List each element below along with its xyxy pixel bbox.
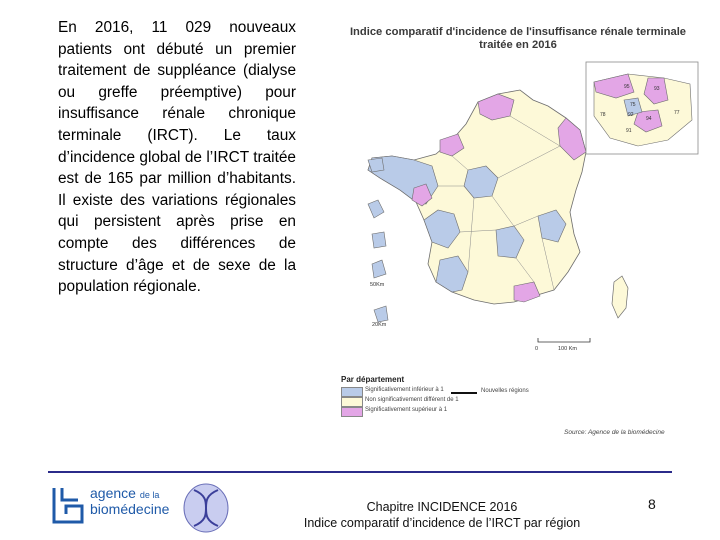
inset-label-77: 77 — [674, 110, 680, 116]
legend-swatch-below — [341, 387, 363, 397]
inset-label-78: 78 — [600, 112, 606, 118]
inset-label-75: 75 — [630, 102, 636, 108]
legend-regions-line — [451, 392, 477, 394]
legend-title: Par département — [341, 375, 405, 384]
label-50km: 50Km — [370, 282, 385, 288]
logo-line2: biomédecine — [90, 501, 170, 517]
legend-row-above — [341, 407, 681, 416]
logo-line1: agence — [90, 485, 136, 501]
agence-biomedecine-logo — [48, 478, 248, 534]
footer-line2: Indice comparatif d’incidence de l’IRCT par région — [303, 516, 581, 530]
map-panel — [328, 20, 708, 440]
overseas-5 — [374, 306, 388, 322]
footer-line1: Chapitre INCIDENCE 2016 — [366, 500, 518, 514]
map-title-line2: traitée en 2016 — [479, 38, 557, 51]
corsica — [612, 276, 628, 318]
legend-regions-label: Nouvelles régions — [481, 388, 529, 394]
map-source: Source: Agence de la biomédecine — [564, 429, 665, 436]
legend-label-not-significant: Non significativement différent de 1 — [365, 397, 459, 403]
scale-zero-label: 0 — [535, 346, 539, 352]
france-departments — [368, 90, 586, 304]
logo-wordmark — [90, 486, 169, 516]
inset-label-91: 91 — [626, 128, 632, 134]
legend — [341, 387, 681, 417]
legend-row-below — [341, 387, 681, 396]
scale-bar — [538, 338, 590, 342]
footer-caption — [282, 499, 602, 531]
overseas-2 — [368, 200, 384, 218]
dna-emblem-icon — [184, 484, 228, 532]
scale-km-label: 100 Km — [558, 346, 577, 352]
legend-swatch-not-significant — [341, 397, 363, 407]
overseas-4 — [372, 260, 386, 278]
overseas-territories — [368, 158, 388, 322]
map-title-line1: Indice comparatif d'incidence de l'insuffisance rénale terminale — [349, 26, 687, 38]
legend-row-not-significant — [341, 397, 681, 406]
map-title — [328, 26, 708, 51]
logo-line1-small: de la — [139, 490, 160, 500]
legend-label-below: Significativement inférieur à 1 — [365, 387, 444, 393]
inset-label-92: 92 — [628, 112, 634, 118]
footer-divider — [48, 471, 672, 473]
legend-label-above: Significativement supérieur à 1 — [365, 407, 448, 413]
label-20km: 20Km — [372, 322, 387, 328]
inset-label-93: 93 — [654, 86, 660, 92]
page-number: 8 — [648, 496, 656, 512]
legend-swatch-above — [341, 407, 363, 417]
overseas-3 — [372, 232, 386, 248]
idf-inset — [586, 62, 698, 154]
intro-paragraph: En 2016, 11 029 nouveaux patients ont débuté un premier traitement de suppléance (dialyse ou greffe préemptive) pour insuffisance rénale chronique terminale (IRCT). Le taux d’incidence global de l’IRCT traitée est de 165 par million d’habitants. Il existe des variations régionales qui persistent après prise en compte des différences de structure d’âge et de sexe de la population régionale. — [58, 19, 296, 296]
inset-label-94: 94 — [646, 116, 652, 122]
inset-label-95: 95 — [624, 84, 630, 90]
